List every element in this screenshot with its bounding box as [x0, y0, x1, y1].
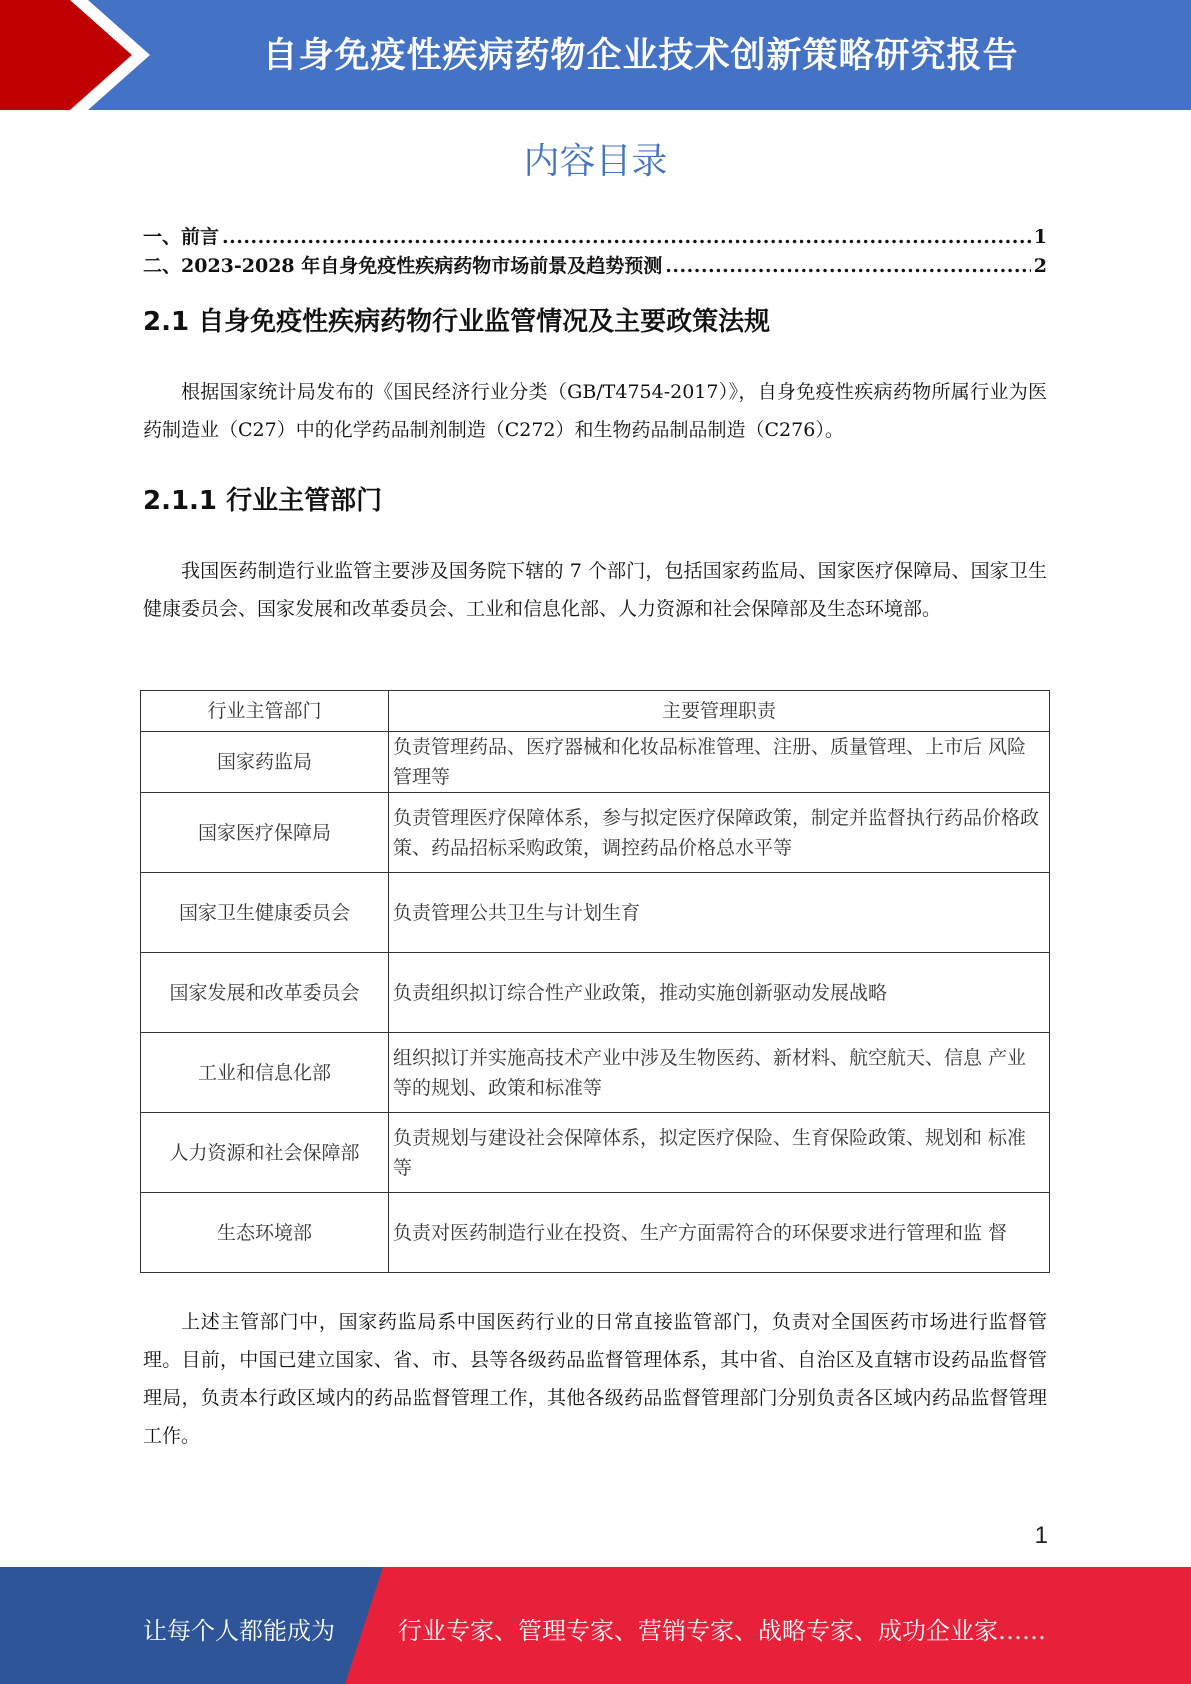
table-cell-duty: 负责管理公共卫生与计划生育 — [389, 873, 1050, 953]
table-cell-dept: 国家卫生健康委员会 — [141, 873, 389, 953]
table-cell-duty: 负责管理医疗保障体系，参与拟定医疗保障政策，制定并监督执行药品价格政策、药品招标采购政策，调控药品价格总水平等 — [389, 793, 1050, 873]
table-header-row — [141, 691, 1050, 732]
footer-slogan-right: 行业专家、管理专家、营销专家、战略专家、成功企业家…… — [398, 1617, 1046, 1645]
closing-paragraph: 上述主管部门中，国家药监局系中国医药行业的日常直接监管部门，负责对全国医药市场进行监督管理。目前，中国已建立国家、省、市、县等各级药品监督管理体系，其中省、自治区及直辖市设药品监督管理局，负责本行政区域内的药品监督管理工作，其他各级药品监督管理部门分别负责各区域内药品监督管理工作。 — [143, 1311, 1047, 1447]
toc-leader-dots — [222, 226, 1031, 248]
toc-heading: 内容目录 — [523, 141, 668, 182]
table-of-contents — [143, 222, 1047, 280]
page-header-banner — [0, 0, 1191, 110]
toc-entry-page: 1 — [1033, 226, 1047, 248]
table-cell-dept: 人力资源和社会保障部 — [141, 1113, 389, 1193]
toc-entry-preface[interactable] — [143, 222, 1047, 251]
table-row — [141, 732, 1050, 793]
table-row — [141, 1193, 1050, 1273]
regulator-duty-table — [140, 690, 1050, 1273]
table-cell-duty: 组织拟订并实施高技术产业中涉及生物医药、新材料、航空航天、信息 产业等的规划、政策和标准等 — [389, 1033, 1050, 1113]
table-cell-duty: 负责管理药品、医疗器械和化妆品标准管理、注册、质量管理、上市后 风险管理等 — [389, 732, 1050, 793]
toc-leader-dots — [665, 255, 1031, 277]
section-intro-paragraph: 根据国家统计局发布的《国民经济行业分类（GB/T4754-2017）》，自身免疫性疾病药物所属行业为医药制造业（C27）中的化学药品制剂制造（C272）和生物药品制品制造（C276）。 — [143, 381, 1047, 441]
table-cell-duty: 负责组织拟订综合性产业政策，推动实施创新驱动发展战略 — [389, 953, 1050, 1033]
toc-entry-forecast[interactable] — [143, 251, 1047, 280]
table-cell-dept: 国家发展和改革委员会 — [141, 953, 389, 1033]
section-heading: 2.1 自身免疫性疾病药物行业监管情况及主要政策法规 — [143, 307, 771, 337]
page-footer-banner — [0, 1567, 1191, 1684]
table-cell-dept: 工业和信息化部 — [141, 1033, 389, 1113]
footer-slogan-left: 让每个人都能成为 — [143, 1617, 335, 1645]
header-red-block — [0, 0, 132, 110]
toc-entry-label: 二、2023-2028 年自身免疫性疾病药物市场前景及趋势预测 — [143, 255, 663, 277]
table-row — [141, 873, 1050, 953]
report-title: 自身免疫性疾病药物企业技术创新策略研究报告 — [262, 36, 1019, 76]
table-cell-duty: 负责规划与建设社会保障体系，拟定医疗保险、生育保险政策、规划和 标准等 — [389, 1113, 1050, 1193]
table-row — [141, 1113, 1050, 1193]
table-cell-dept: 生态环境部 — [141, 1193, 389, 1273]
table-row — [141, 1033, 1050, 1113]
table-row — [141, 793, 1050, 873]
table-header-dept: 行业主管部门 — [141, 691, 389, 732]
page-number: 1 — [1034, 1522, 1048, 1549]
table-cell-dept: 国家药监局 — [141, 732, 389, 793]
table-cell-dept: 国家医疗保障局 — [141, 793, 389, 873]
table-row — [141, 953, 1050, 1033]
subsection-heading: 2.1.1 行业主管部门 — [143, 486, 383, 516]
toc-entry-label: 一、前言 — [143, 226, 220, 248]
table-cell-duty: 负责对医药制造行业在投资、生产方面需符合的环保要求进行管理和监 督 — [389, 1193, 1050, 1273]
table-header-duty: 主要管理职责 — [389, 691, 1050, 732]
toc-entry-page: 2 — [1033, 255, 1047, 277]
subsection-intro-paragraph: 我国医药制造行业监管主要涉及国务院下辖的 7 个部门，包括国家药监局、国家医疗保障局、国家卫生健康委员会、国家发展和改革委员会、工业和信息化部、人力资源和社会保障部及生态环境部。 — [143, 560, 1047, 620]
